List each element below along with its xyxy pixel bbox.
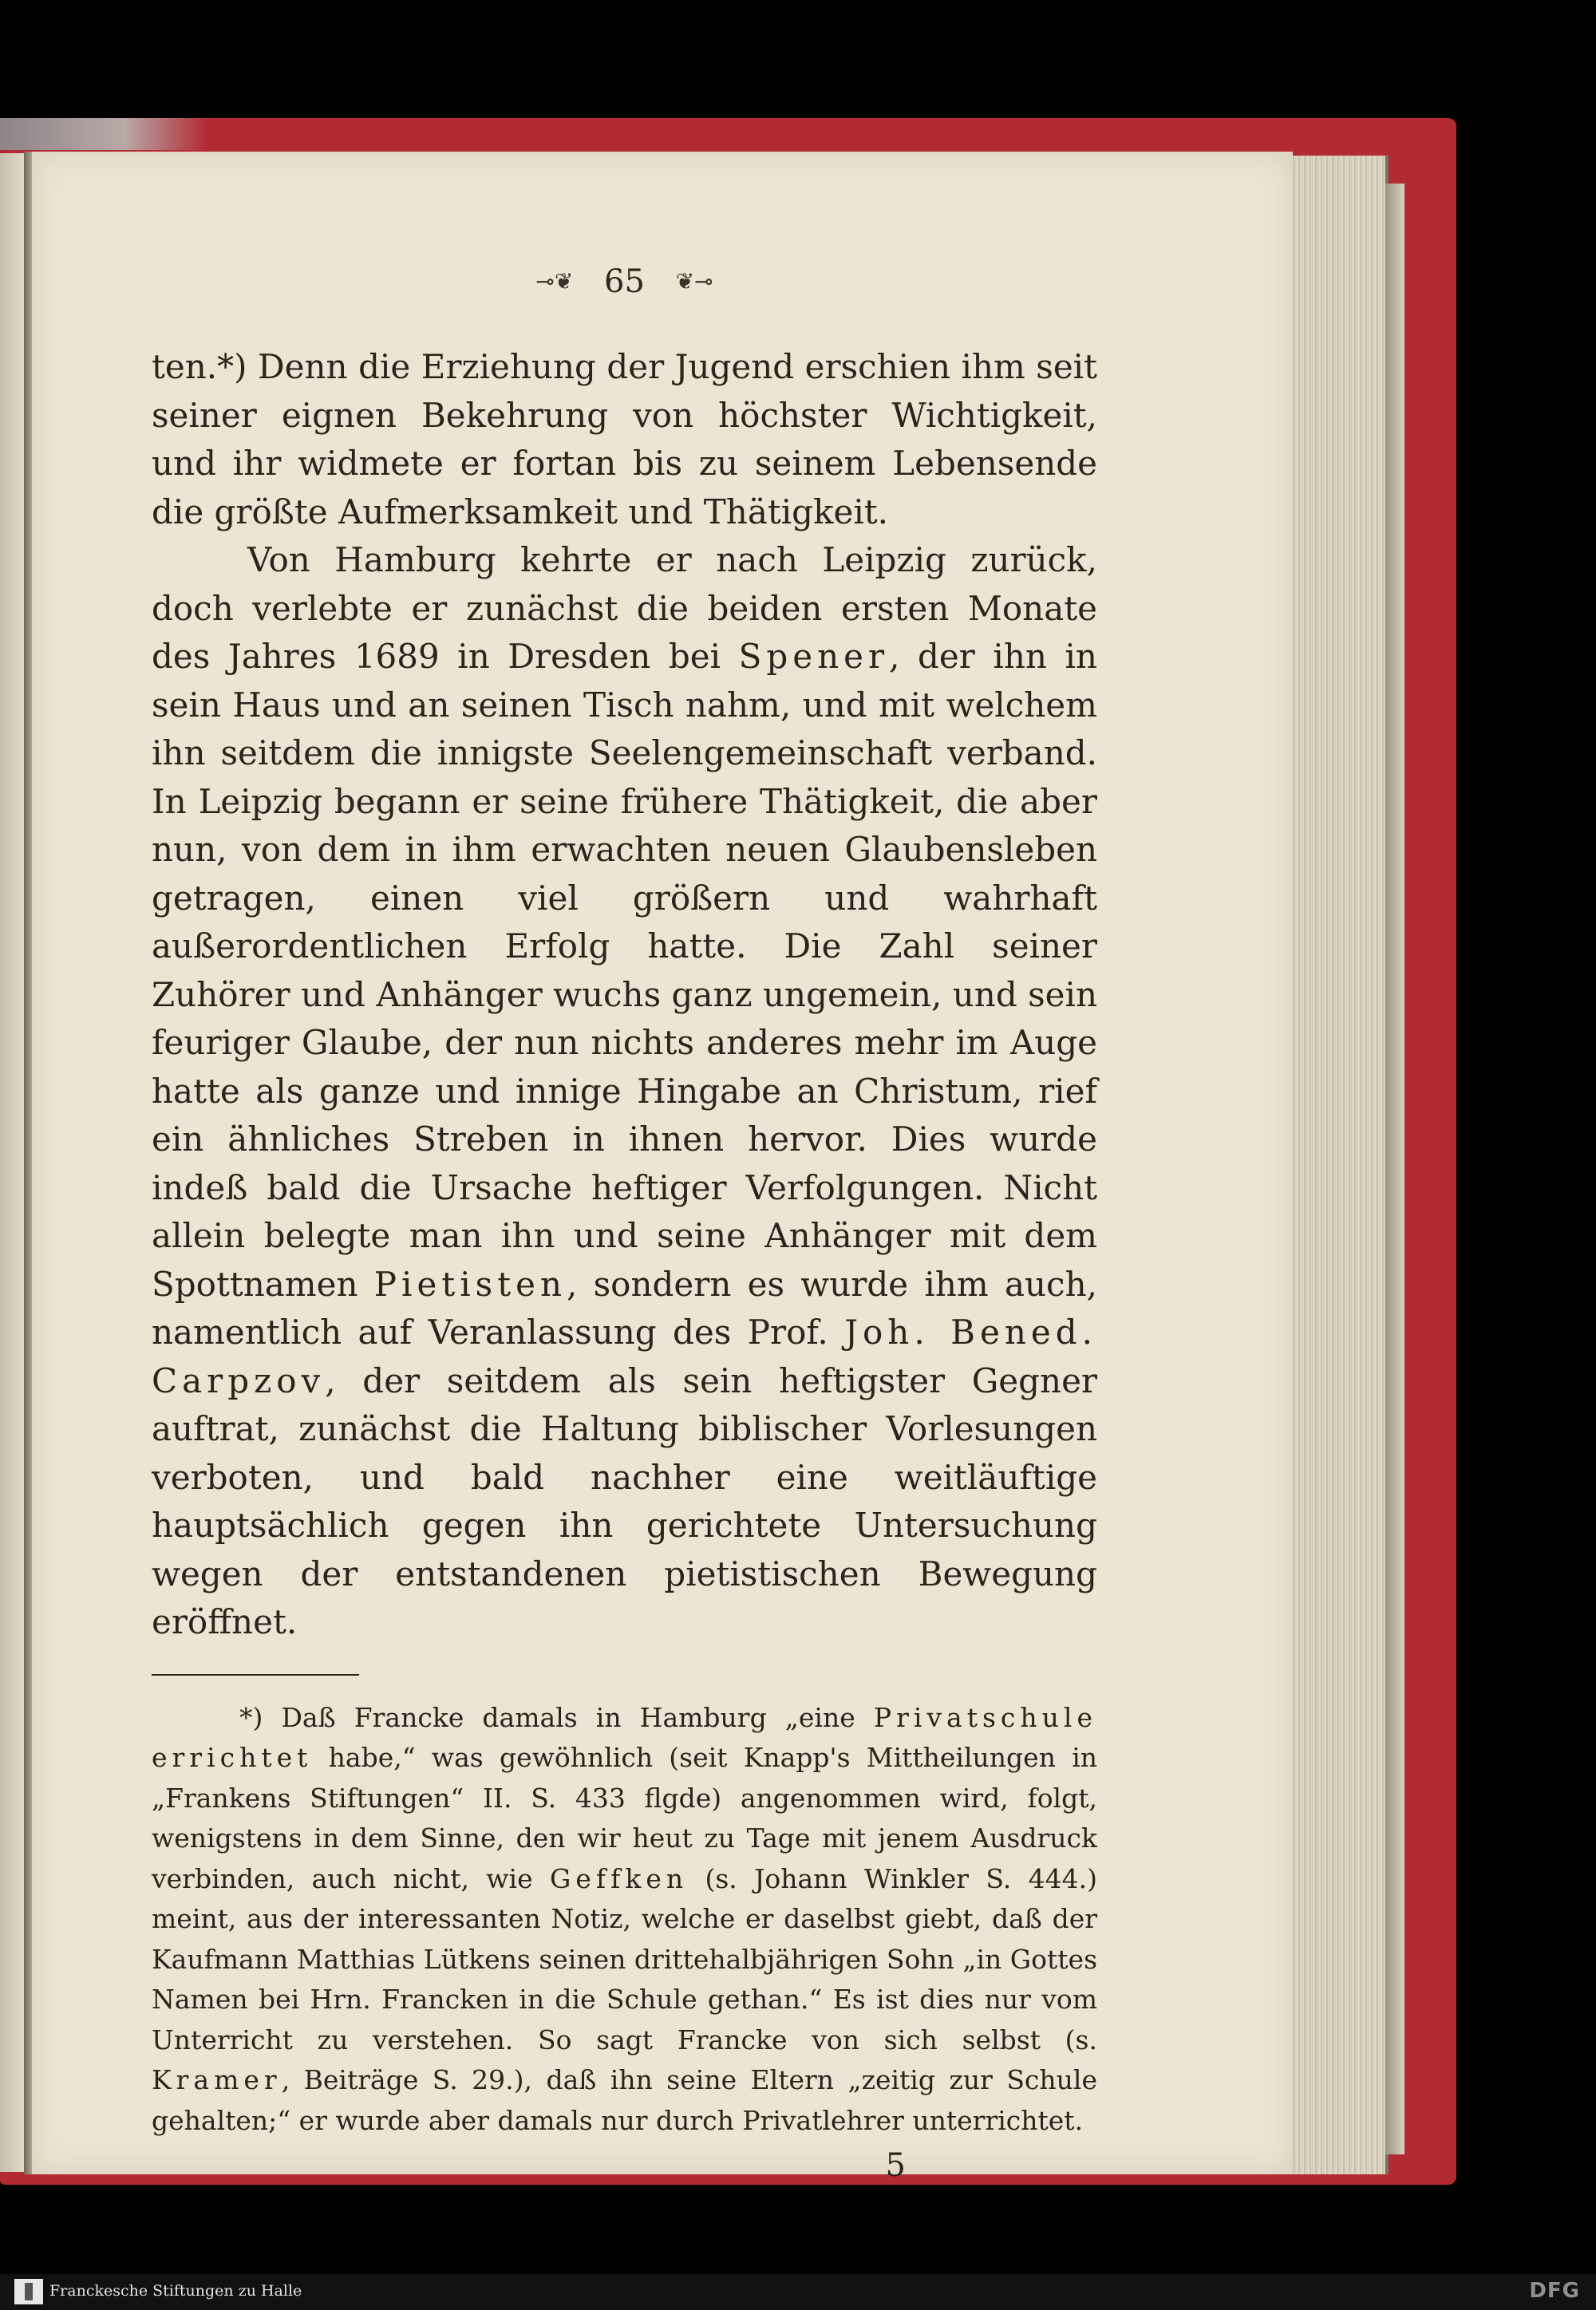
footnote-part-b: habe,“ was gewöhnlich (seit Knapp's Mittheilungen in „Frankens Stiftungen“ II. S. 433 flgde) angenommen wird, folgt, wenigstens in dem Sinne, den wir heut zu Tage mit jenem Ausdruck verbinden, auch nicht, wie	[152, 1742, 1097, 1894]
signature-mark: 5	[885, 2147, 906, 2184]
page-stack-edge	[1290, 156, 1389, 2174]
footnote-rule	[152, 1674, 359, 1676]
footnote	[152, 1698, 1097, 2142]
footnote-part-d: , Beiträge S. 29.), daß ihn seine Eltern „zeitig zur Schule gehalten;“ er wurde aber damals nur durch Privatlehrer unterrichtet.	[152, 2064, 1097, 2136]
paragraph-2-part-c: , sondern es wurde ihm auch, namentlich auf Veranlassung des Prof.	[152, 1264, 1097, 1352]
ornament-right-icon: ❦⊸	[675, 268, 713, 294]
name-geffken: Geffken	[550, 1862, 689, 1894]
term-pietisten: Pietisten	[373, 1264, 567, 1304]
ornament-left-icon: ⊸❦	[535, 268, 574, 294]
page-content	[152, 255, 1097, 2184]
main-text	[152, 343, 1097, 1647]
page-number: 65	[604, 263, 645, 300]
paragraph-1: ten.*) Denn die Erziehung der Jugend erschien ihm seit seiner eignen Bekehrung von höchster Wichtigkeit, und ihr widmete er fortan bis zu seinem Lebensende die größte Aufmerksamkeit und Thätigkeit.	[152, 347, 1097, 531]
dfg-logo: DFG	[1529, 2279, 1580, 2303]
paragraph-2-part-b: , der ihn in sein Haus und an seinen Tisch nahm, und mit welchem ihn seitdem die innigste Seelengemeinschaft verband. In Leipzig begann er seine frühere Thätigkeit, die aber nun, von dem in ihm erwachten neuen Glaubensleben getragen, einen viel größern und wahrhaft außerordentlichen Erfolg hatte. Die Zahl seiner Zuhörer und Anhänger wuchs ganz ungemein, und sein feuriger Glaube, der nun nichts anderes mehr im Auge hatte als ganze und innige Hingabe an Christum, rief ein ähnliches Streben in ihnen hervor. Dies wurde indeß bald die Ursache heftiger Verfolgungen. Nicht allein belegte man ihn und seine Anhänger mit dem Spottnamen	[152, 637, 1097, 1304]
name-carpzov: Joh. Bened. Carpzov	[152, 1313, 1097, 1400]
institution-logo-icon	[14, 2279, 43, 2304]
name-spener: Spener	[738, 637, 890, 676]
cover-wear	[0, 118, 207, 150]
paragraph-2-part-a: Von Hamburg kehrte er nach Leipzig zurück, doch verlebte er zunächst die beiden ersten Monate des Jahres 1689 in Dresden bei	[152, 540, 1097, 676]
footnote-part-c: (s. Johann Winkler S. 444.) meint, aus der interessanten Notiz, welche er daselbst giebt, daß der Kaufmann Matthias Lütkens seinen drittehalbjährigen Sohn „in Gottes Namen bei Hrn. Francken in die Schule gethan.“ Es ist dies nur vom Unterricht zu verstehen. So sagt Francke von sich selbst (s.	[152, 1862, 1097, 2055]
facing-page-edge	[0, 153, 26, 2172]
footnote-part-a: *) Daß Francke damals in Hamburg „eine	[239, 1701, 855, 1733]
term-privatschule: Privatschule errichtet	[152, 1701, 1097, 1773]
name-kramer: Kramer	[152, 2064, 282, 2095]
running-header	[152, 255, 1097, 303]
paragraph-2	[152, 536, 1097, 1647]
paragraph-2-part-d: , der seitdem als sein heftigster Gegner auftrat, zunächst die Haltung biblischer Vorlesungen verboten, und bald nachher eine weitläuftige hauptsächlich gegen ihn gerichtete Untersuchung wegen der entstandenen pietistischen Bewegung eröffnet.	[152, 1360, 1097, 1641]
book-page	[32, 152, 1293, 2184]
page-stack-shade	[1385, 184, 1404, 2154]
institution-name: Franckesche Stiftungen zu Halle	[49, 2282, 302, 2300]
